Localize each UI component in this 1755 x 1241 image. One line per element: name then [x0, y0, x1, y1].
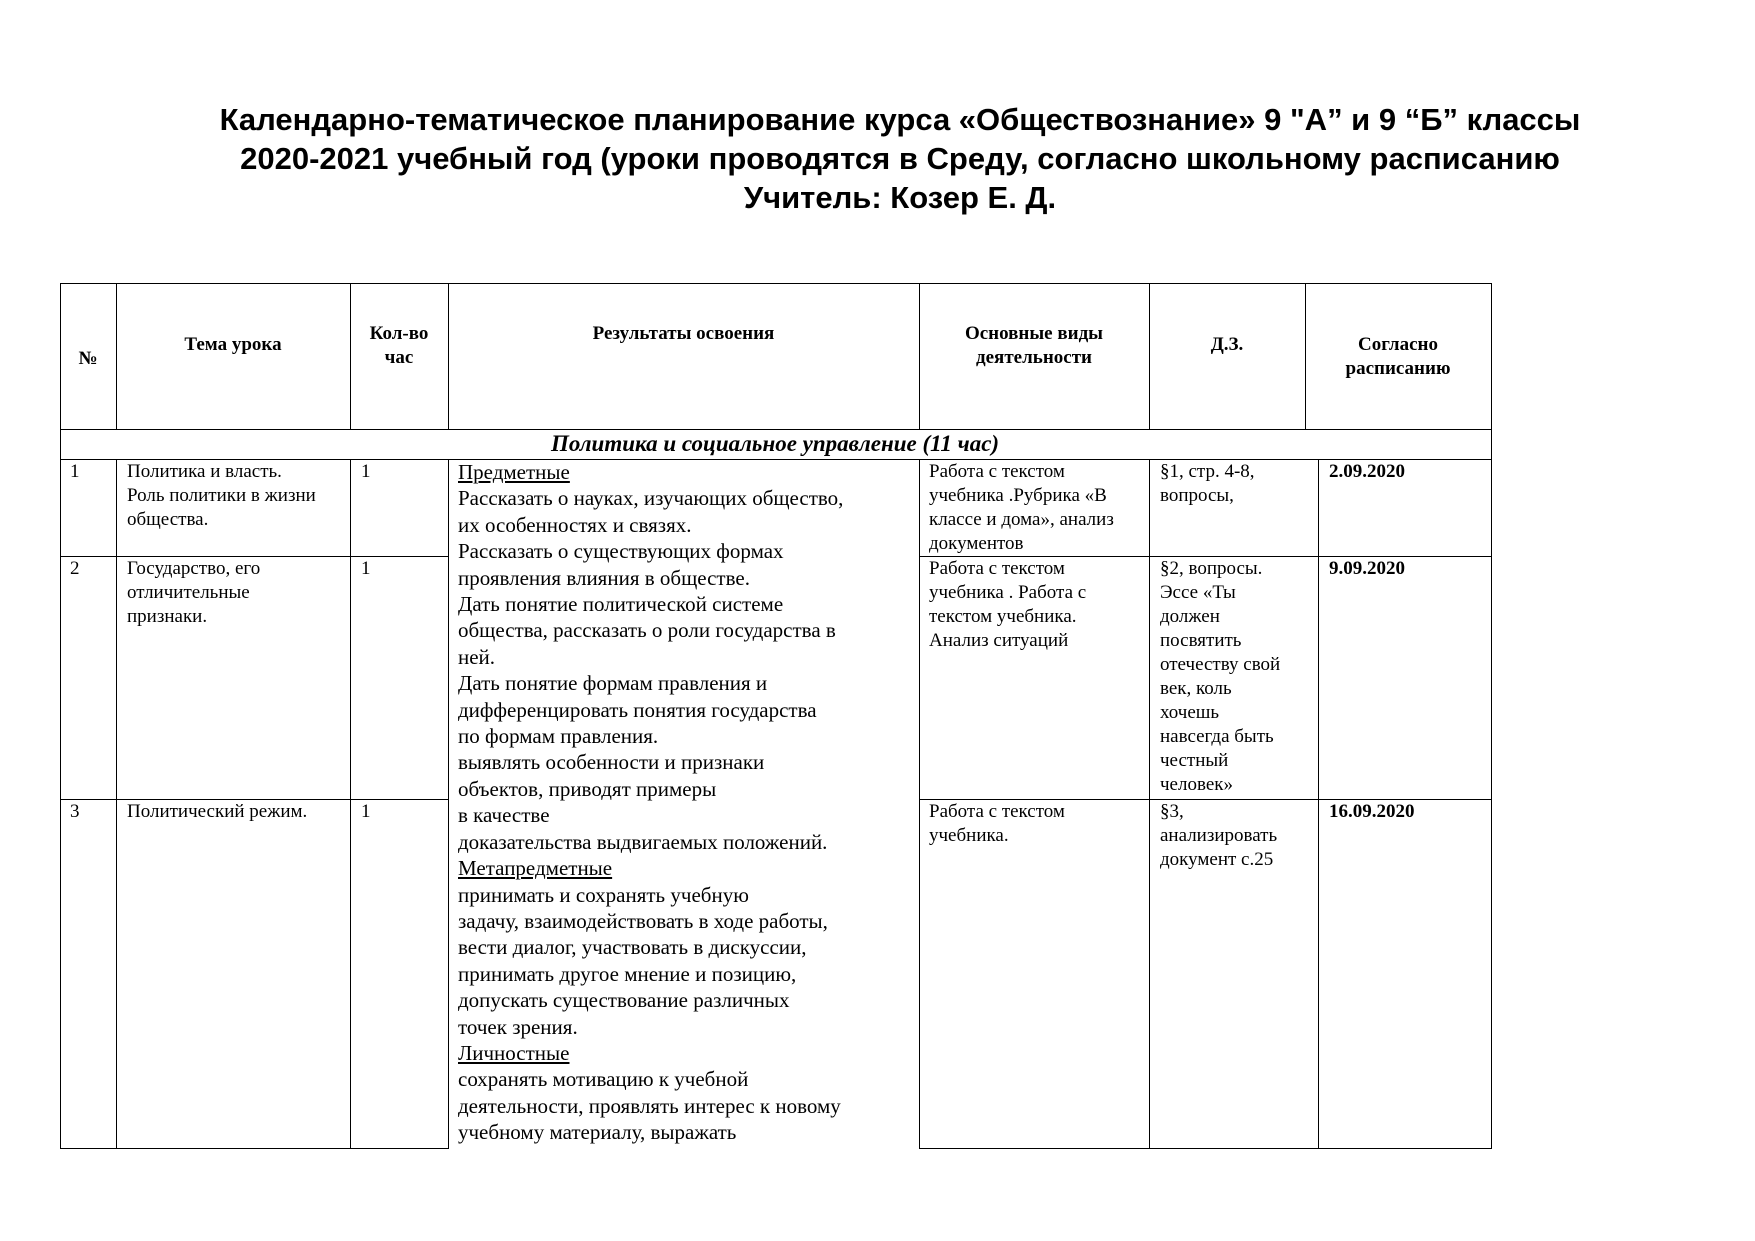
row-activities: Работа с текстом учебника.: [929, 801, 1065, 846]
personal-results-heading: Личностные: [458, 1040, 570, 1065]
row-topic: Политика и власть. Роль политики в жизни общества.: [127, 461, 316, 530]
header-homework: Д.З.: [1210, 334, 1244, 355]
title-line-3: Учитель: Козер Е. Д.: [743, 180, 1057, 215]
row-hours: 1: [361, 558, 371, 579]
header-topic: Тема урока: [184, 334, 282, 355]
row-homework: §3, анализировать документ с.25: [1160, 801, 1278, 870]
row-num: 1: [70, 461, 80, 482]
results-cell: Предметные Рассказать о науках, изучающих общество, их особенностях и связях. Рассказать о существующих формах проявления влияния в обществе. Дать понятие политической системе общества, рассказать о роли государства в ней. Дать понятие формам правления и дифференцировать понятия государства по формам правления. выявлять особенности и признаки объектов, приводят примеры в качестве доказательства выдвигаемых положений. Метапредметные принимать и сохранять учебную задачу, взаимодействовать в ходе работы, вести диалог, участвовать в дискуссии, принимать другое мнение и позицию, допускать существование различных точек зрения. Личностные сохранять мотивацию к учебной деятельности, проявлять интерес к новому учебному материалу, выражать: [458, 459, 918, 1146]
header-results: Результаты освоения: [592, 323, 775, 344]
row-num: 2: [70, 558, 80, 579]
row-date: 16.09.2020: [1329, 801, 1415, 822]
row-date: 9.09.2020: [1329, 558, 1405, 579]
subject-results-heading: Предметные: [458, 460, 570, 484]
title-line-2: 2020-2021 учебный год (уроки проводятся в Среду, согласно школьному расписанию: [240, 141, 1560, 176]
row-homework: §2, вопросы. Эссе «Ты должен посвятить отечеству свой век, коль хочешь навсегда быть честный человек»: [1160, 558, 1281, 795]
row-homework: §1, стр. 4-8, вопросы,: [1160, 461, 1255, 506]
header-hours: Кол-во час: [369, 323, 429, 368]
row-activities: Работа с текстом учебника .Рубрика «В классе и дома», анализ документов: [929, 461, 1114, 554]
page-title: [0, 100, 1755, 217]
row-num: 3: [70, 801, 80, 822]
row-date: 2.09.2020: [1329, 461, 1405, 482]
section-title: Политика и социальное управление (11 час): [550, 431, 1000, 456]
meta-results-heading: Метапредметные: [458, 856, 613, 881]
header-activities: Основные виды деятельности: [964, 323, 1104, 368]
row-topic: Государство, его отличительные признаки.: [127, 558, 261, 627]
header-num: №: [78, 348, 98, 369]
header-schedule: Согласно расписанию: [1345, 334, 1451, 379]
row-hours: 1: [361, 801, 371, 822]
title-line-1: Календарно-тематическое планирование курса «Обществознание» 9 "А” и 9 “Б” классы: [219, 102, 1581, 137]
row-hours: 1: [361, 461, 371, 482]
row-topic: Политический режим.: [127, 801, 308, 822]
row-activities: Работа с текстом учебника . Работа с текстом учебника. Анализ ситуаций: [929, 558, 1087, 651]
